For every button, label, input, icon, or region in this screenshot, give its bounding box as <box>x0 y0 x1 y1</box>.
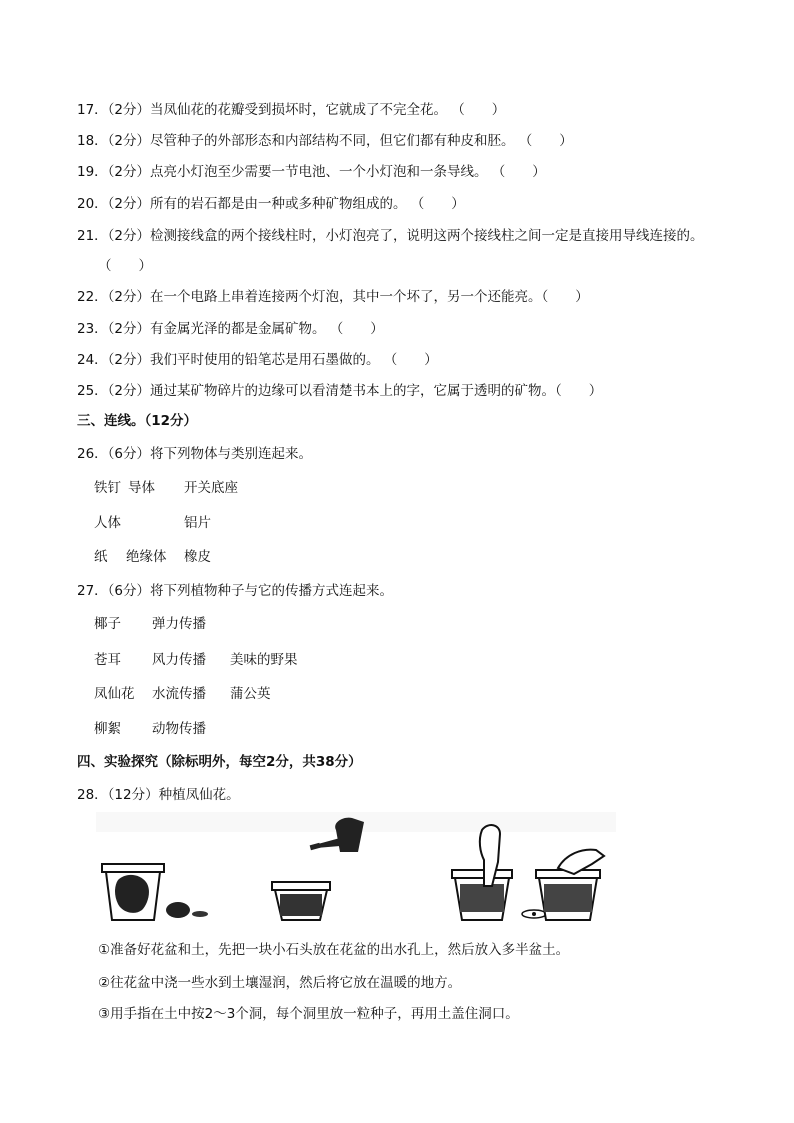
watering-image <box>272 818 364 920</box>
question-22: 22．（2分）在一个电路上串着连接两个灯泡，其中一个坏了，另一个还能亮。（ ） <box>77 289 589 305</box>
planting-steps-illustration <box>96 812 616 930</box>
q26-category: 绝缘体 <box>126 549 167 565</box>
q26-item: 铝片 <box>184 515 211 531</box>
question-28-prompt: 28．（12分）种植凤仙花。 <box>77 787 240 803</box>
question-25: 25．（2分）通过某矿物碎片的边缘可以看清楚书本上的字，它属于透明的矿物。（ ） <box>77 383 603 399</box>
q27-seed: 苍耳 <box>94 652 121 668</box>
step-2: ②往花盆中浇一些水到土壤湿润，然后将它放在温暖的地方。 <box>98 975 462 991</box>
section-4-heading: 四、实验探究（除标明外，每空2分，共38分） <box>77 754 362 770</box>
question-21-answer-blank: （ ） <box>98 258 152 274</box>
step-1: ①准备好花盆和土，先把一块小石头放在花盆的出水孔上，然后放入多半盆土。 <box>98 942 570 958</box>
question-24: 24．（2分）我们平时使用的铅笔芯是用石墨做的。 （ ） <box>77 352 438 368</box>
question-23: 23．（2分）有金属光泽的都是金属矿物。 （ ） <box>77 321 384 337</box>
section-3-heading: 三、连线。（12分） <box>77 413 198 429</box>
question-18: 18．（2分）尽管种子的外部形态和内部结构不同，但它们都有种皮和胚。 （ ） <box>77 133 573 149</box>
q26-item: 铁钉 <box>94 480 121 496</box>
question-21: 21．（2分）检测接线盒的两个接线柱时，小灯泡亮了，说明这两个接线柱之间一定是直接用导线连接的。 <box>77 228 704 244</box>
question-20: 20．（2分）所有的岩石都是由一种或多种矿物组成的。 （ ） <box>77 196 465 212</box>
pot-with-stone-image <box>102 864 208 920</box>
q27-method: 动物传播 <box>152 721 206 737</box>
q27-method: 水流传播 <box>152 686 206 702</box>
q26-item: 人体 <box>94 515 121 531</box>
q26-item: 开关底座 <box>184 480 238 496</box>
q27-method: 弹力传播 <box>152 616 206 632</box>
q27-seed: 椰子 <box>94 616 121 632</box>
q27-seed: 蒲公英 <box>230 686 271 702</box>
q27-seed: 凤仙花 <box>94 686 135 702</box>
step-3: ③用手指在土中按2～3个洞，每个洞里放一粒种子，再用土盖住洞口。 <box>98 1006 519 1022</box>
q27-seed: 美味的野果 <box>230 652 298 668</box>
question-17: 17．（2分）当凤仙花的花瓣受到损坏时，它就成了不完全花。 （ ） <box>77 102 506 118</box>
covering-hole-image <box>536 850 604 920</box>
question-26-prompt: 26．（6分）将下列物体与类别连起来。 <box>77 446 313 462</box>
q26-category: 导体 <box>128 480 155 496</box>
q26-item: 纸 <box>94 549 108 565</box>
question-19: 19．（2分）点亮小灯泡至少需要一节电池、一个小灯泡和一条导线。 （ ） <box>77 164 546 180</box>
q27-method: 风力传播 <box>152 652 206 668</box>
q27-seed: 柳絮 <box>94 721 121 737</box>
question-27-prompt: 27．（6分）将下列植物种子与它的传播方式连起来。 <box>77 583 394 599</box>
q26-item: 橡皮 <box>184 549 211 565</box>
pressing-hole-image <box>452 825 546 920</box>
